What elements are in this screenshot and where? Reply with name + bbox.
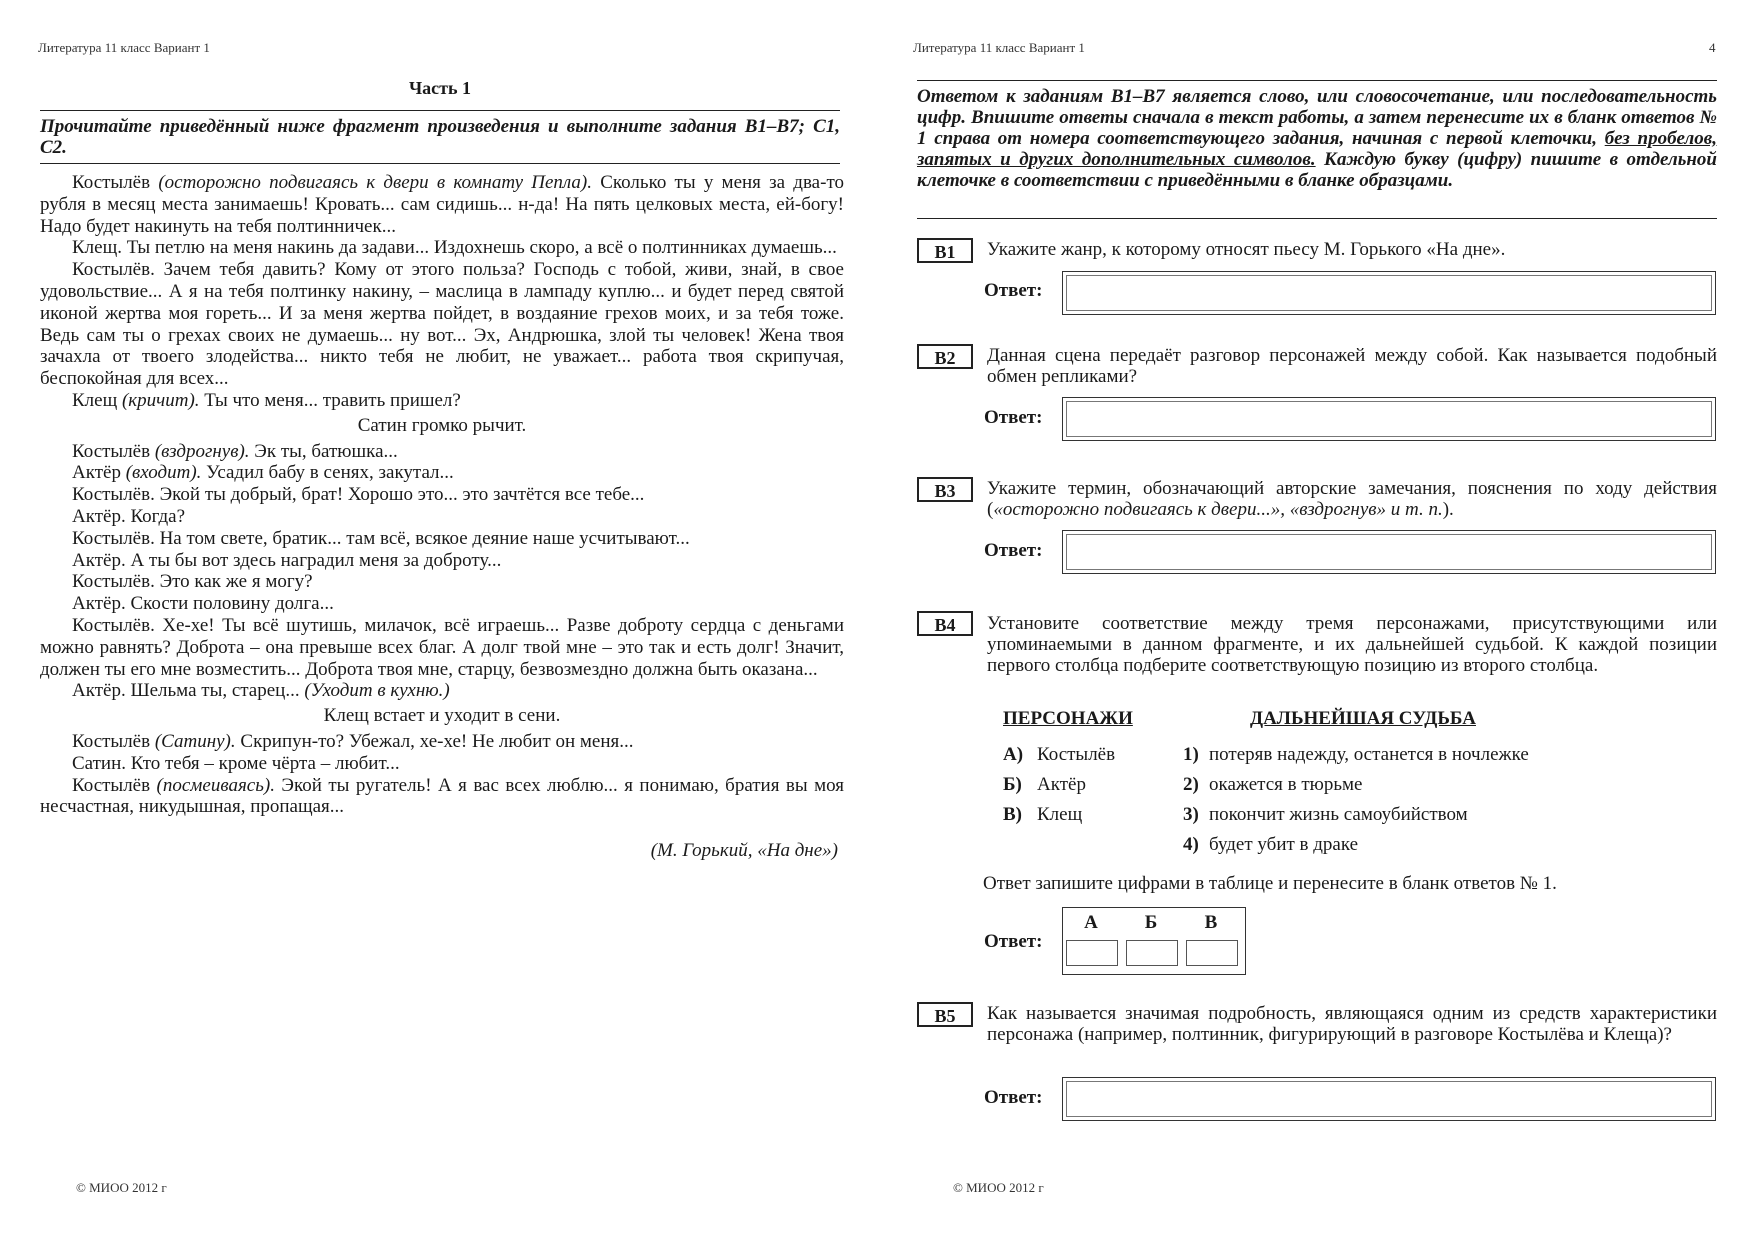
divider bbox=[40, 110, 840, 111]
task-b2 bbox=[917, 344, 1717, 439]
task-label: B2 bbox=[917, 344, 973, 369]
line: Костылёв. Экой ты добрый, брат! Хорошо это... это зачтётся все тебе... bbox=[72, 484, 645, 506]
line: Актёр (входит). Усадил бабу в сенях, закутал... bbox=[72, 462, 454, 484]
divider bbox=[917, 80, 1717, 81]
answer-label: Ответ: bbox=[984, 540, 1043, 561]
answer-label: Ответ: bbox=[984, 931, 1043, 952]
page-header: Литература 11 класс Вариант 1 bbox=[913, 40, 1085, 55]
stage-direction: Клещ встает и уходит в сени. bbox=[323, 705, 561, 727]
task-b1 bbox=[917, 238, 1717, 313]
line: Актёр. А ты бы вот здесь наградил меня за доброту... bbox=[72, 549, 502, 571]
line: Клещ. Ты петлю на меня накинь да задави... Издохнешь скоро, а всё о полтинниках думаешь... bbox=[72, 237, 837, 259]
source-citation: (М. Горький, «На дне») bbox=[650, 840, 838, 862]
fates-header: ДАЛЬНЕЙШАЯ СУДЬБА bbox=[1250, 708, 1476, 729]
task-question: Как называется значимая подробность, являющаяся одним из средств характеристики персонажа (например, полтинник, фигурирующий в разговоре Костылёва и Клеща)? bbox=[987, 1003, 1717, 1045]
line: Костылёв (посмеиваясь). Экой ты ругатель! А я вас всех люблю... я понимаю, братия вы моя несчастная, никудышная, пропащая... bbox=[40, 774, 844, 818]
line: Актёр. Когда? bbox=[72, 505, 186, 527]
task-b3 bbox=[917, 477, 1717, 572]
page-footer: © МИОО 2012 г bbox=[953, 1180, 1044, 1195]
play-excerpt bbox=[40, 172, 844, 862]
answer-label: Ответ: bbox=[984, 280, 1043, 301]
line: Клещ (кричит). Ты что меня... травить пришел? bbox=[72, 389, 461, 411]
divider bbox=[917, 218, 1717, 219]
answer-instruction: Ответом к заданиям B1–B7 является слово, или словосочетание, или последовательность цифр. Впишите ответы сначала в текст работы, а затем перенесите их в бланк ответов № 1 справа от номера соответствующего задания, начиная с первой клеточки, без пробелов, запятых и других дополнительных символов. Каждую букву (цифру) пишите в отдельной клеточке в соответствии с приведёнными в бланке образцами. bbox=[917, 86, 1718, 191]
answer-label: Ответ: bbox=[984, 407, 1043, 428]
task-b5 bbox=[917, 1002, 1717, 1120]
grid-cell-b[interactable] bbox=[1126, 940, 1178, 966]
line: Костылёв (осторожно подвигаясь к двери в комнату Пепла). Сколько ты у меня за два-то рубля в месяц места занимаешь! Кровать... сам сидишь... н-да! На пять целковых места, ей-богу! Надо будет накинуть на тебя полтинничек... bbox=[40, 172, 844, 237]
task-label: B4 bbox=[917, 611, 973, 636]
fate-item: 1) потеряв надежду, останется в ночлежке bbox=[1183, 744, 1529, 765]
characters-header: ПЕРСОНАЖИ bbox=[1003, 708, 1133, 729]
task-b4 bbox=[917, 611, 1717, 981]
line: Костылёв. Хе-хе! Ты всё шутишь, милачок, всё играешь... Разве доброту сердца с деньгами можно равнять? Доброта – она превыше всех благ. А долг твой мне – это так и есть долг! Значит, должен ты его мне возместить... Доброта твоя мне, старцу, безвозмездно должна быть оказана... bbox=[40, 614, 844, 680]
character-item: А) Костылёв bbox=[1003, 744, 1116, 765]
fate-item: 2) окажется в тюрьме bbox=[1183, 774, 1363, 795]
line: Костылёв (вздрогнув). Эк ты, батюшка... bbox=[72, 440, 398, 462]
line: Актёр. Шельма ты, старец... (Уходит в кухню.) bbox=[72, 680, 450, 702]
right-page bbox=[877, 0, 1754, 1239]
character-item: В) Клещ bbox=[1003, 804, 1083, 825]
reading-instruction: Прочитайте приведённый ниже фрагмент произведения и выполните задания B1–B7; C1, C2. bbox=[40, 116, 840, 158]
grid-cell-a[interactable] bbox=[1066, 940, 1118, 966]
fate-item: 3) покончит жизнь самоубийством bbox=[1183, 804, 1468, 825]
page-number: 4 bbox=[1709, 40, 1716, 55]
task-label: B5 bbox=[917, 1002, 973, 1027]
line: Костылёв. Это как же я могу? bbox=[72, 571, 313, 593]
task-label: B1 bbox=[917, 238, 973, 263]
task-question: Укажите термин, обозначающий авторские замечания, пояснения по ходу действия («осторожно подвигаясь к двери...», «вздрогнув» и т. п.). bbox=[987, 478, 1717, 520]
grid-header: Б bbox=[1144, 912, 1158, 933]
task-question: Данная сцена передаёт разговор персонажей между собой. Как называется подобный обмен репликами? bbox=[987, 345, 1717, 387]
page-header: Литература 11 класс Вариант 1 bbox=[38, 40, 210, 55]
task-question: Укажите жанр, к которому относят пьесу М. Горького «На дне». bbox=[987, 239, 1506, 260]
grid-header: А bbox=[1084, 912, 1098, 933]
divider bbox=[40, 163, 840, 164]
answer-grid bbox=[1062, 907, 1246, 975]
answer-field[interactable] bbox=[1062, 397, 1716, 441]
task-label: B3 bbox=[917, 477, 973, 502]
line: Сатин. Кто тебя – кроме чёрта – любит... bbox=[72, 752, 400, 774]
line: Костылёв. На том свете, братик... там всё, всякое деяние наше усчитывают... bbox=[72, 527, 690, 549]
answer-field[interactable] bbox=[1062, 530, 1716, 574]
grid-header: В bbox=[1204, 912, 1218, 933]
grid-cell-v[interactable] bbox=[1186, 940, 1238, 966]
line: Актёр. Скости половину долга... bbox=[72, 593, 334, 615]
part-title: Часть 1 bbox=[408, 78, 472, 98]
task-question: Установите соответствие между тремя персонажами, присутствующими или упоминаемыми в данном фрагменте, и их дальнейшей судьбой. К каждой позиции первого столбца подберите соответствующую позицию из второго столбца. bbox=[987, 613, 1717, 676]
page-footer: © МИОО 2012 г bbox=[76, 1180, 167, 1195]
line: Костылёв (Сатину). Скрипун-то? Убежал, хе-хе! Не любит он меня... bbox=[72, 730, 634, 752]
answer-note: Ответ запишите цифрами в таблице и перенесите в бланк ответов № 1. bbox=[983, 873, 1557, 894]
stage-direction: Сатин громко рычит. bbox=[357, 414, 527, 436]
character-item: Б) Актёр bbox=[1003, 774, 1086, 795]
answer-label: Ответ: bbox=[984, 1087, 1043, 1108]
line: Костылёв. Зачем тебя давить? Кому от этого польза? Господь с тобой, живи, знай, в свое удовольствие... А я на тебя полтинку накину, – маслица в лампаду куплю... и будет перед святой иконой жертва моя гореть... И за меня жертва пойдет, в воздаяние грехов моих, и за тебя тоже. Ведь сам ты о грехах своих не думаешь... ну вот... Эх, Андрюшка, злой ты человек! Жена твоя зачахла от твоего злодейства... никто тебя не любит, не уважает... работа твоя скрипучая, беспокойная для всех... bbox=[40, 259, 844, 390]
fate-item: 4) будет убит в драке bbox=[1183, 834, 1359, 855]
answer-field[interactable] bbox=[1062, 271, 1716, 315]
answer-field[interactable] bbox=[1062, 1077, 1716, 1121]
